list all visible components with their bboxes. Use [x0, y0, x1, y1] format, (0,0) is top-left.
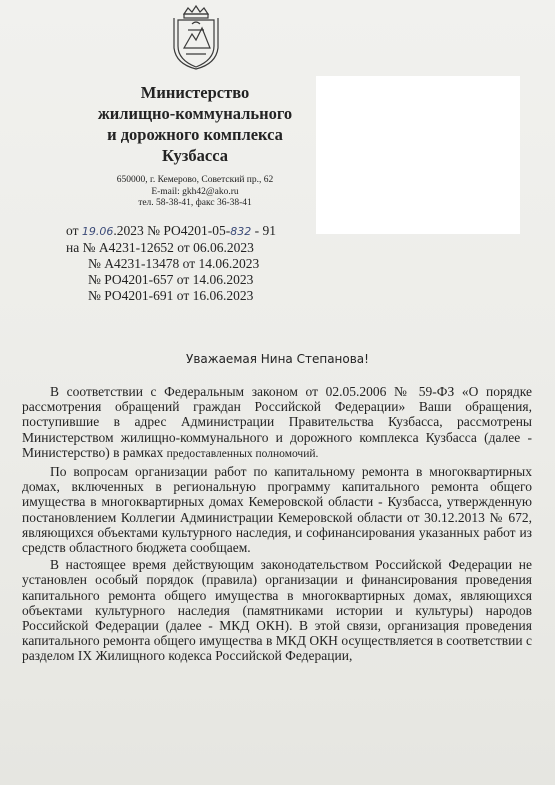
handwritten-date: 19.06	[81, 225, 114, 238]
from-label: от	[66, 223, 79, 238]
registration-block	[66, 223, 276, 304]
postal-address: 650000, г. Кемерово, Советский пр., 62	[116, 175, 274, 185]
reference-number: № РО4201-691 от 16.06.2023	[88, 288, 254, 303]
email: E-mail: gkh42@ako.ru	[151, 186, 239, 197]
reference-number: на № А4231-12652 от 06.06.2023	[66, 240, 254, 255]
ministry-contacts	[60, 175, 330, 210]
handwritten-number: 832	[230, 225, 252, 238]
ministry-name-line: Кузбасса	[161, 146, 229, 165]
number-suffix: - 91	[254, 223, 277, 238]
year-and-prefix: .2023 № РО4201-05-	[113, 223, 231, 238]
kuzbass-coat-of-arms-icon	[170, 4, 222, 70]
paragraph	[22, 384, 532, 462]
letter-body	[22, 384, 532, 666]
paragraph-text: В соответствии с Федеральным законом от 02.05.2006 № 59-ФЗ «О порядке рассмотрения обращений граждан Российской Федерации» Ваши обращения, поступившие в адрес Администрации Правительства Кузбасса, рассмотрены Министерством жилищно-коммунального и дорожного комплекса Кузбасса (далее - Министерство) в рамках	[22, 384, 532, 460]
ministry-name-line: и дорожного комплекса	[107, 125, 283, 144]
ministry-name-line: жилищно-коммунального	[97, 104, 293, 123]
greeting: Уважаемая Нина Степанова!	[186, 352, 369, 366]
ministry-name-line: Министерство	[140, 83, 250, 102]
paragraph-tail: предоставленных полномочий.	[166, 447, 319, 460]
outgoing-number	[66, 223, 276, 240]
paragraph: По вопросам организации работ по капитальному ремонта в многоквартирных домах, включенных в региональную программу капитального ремонта общего имущества в многоквартирных домах Кемеровской области - Кузбасса, утвержденную постановлением Коллегии Администрации Кемеровской области от 30.12.2013 № 672, являющихся объектами культурного наследия, и софинансирования указанных работ из средств областного бюджета сообщаем.	[22, 464, 532, 556]
ministry-name	[60, 82, 330, 166]
reference-number: № А4231-13478 от 14.06.2023	[88, 256, 260, 271]
phone-fax: тел. 58-38-41, факс 36-38-41	[138, 198, 252, 208]
paragraph: В настоящее время действующим законодательством Российской Федерации не установлен особый порядок (правила) организации и финансирования проведения капитального ремонта общего имущества в многоквартирных домах, являющихся объектами культурного наследия (памятниками истории и культуры) народов Российской Федерации (далее - МКД ОКН). В этой связи, организация проведения капитального ремонта общего имущества в МКД ОКН осуществляется в соответствии с разделом IX Жилищного кодекса Российской Федерации,	[22, 557, 532, 664]
redacted-recipient-block	[316, 76, 520, 234]
reference-number: № РО4201-657 от 14.06.2023	[88, 272, 254, 287]
